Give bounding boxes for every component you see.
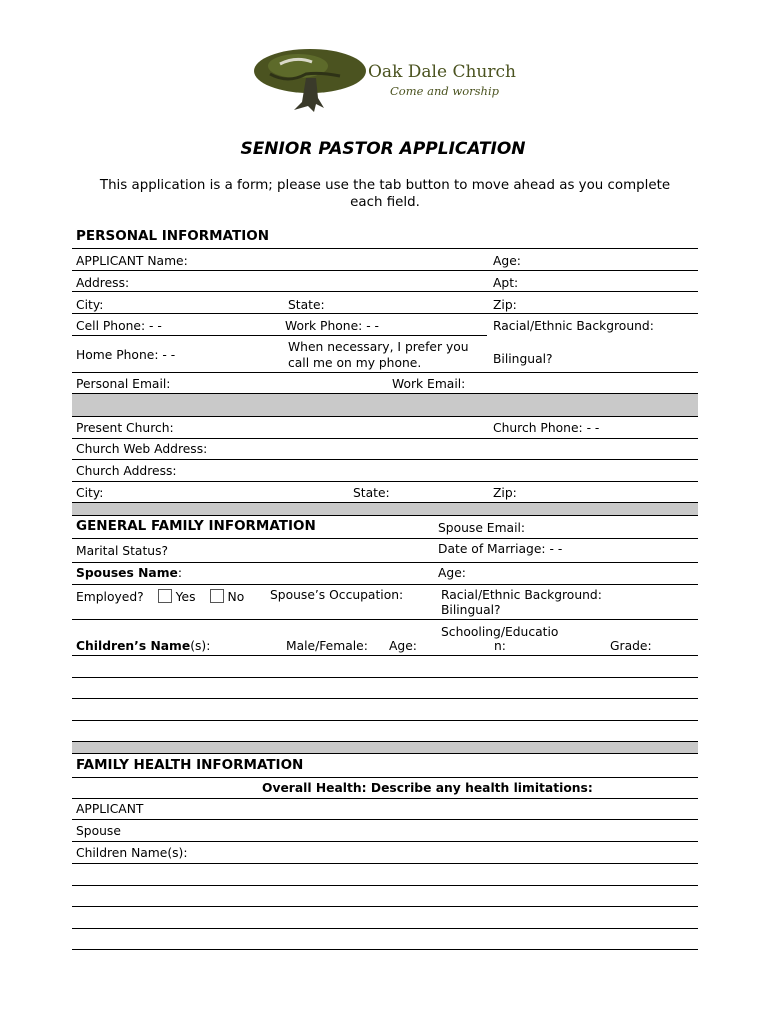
state-label: State:	[288, 298, 325, 312]
work-email-field[interactable]	[472, 375, 692, 393]
section-separator	[72, 394, 698, 416]
intro-line-1: This application is a form; please use the tab button to move ahead as you complete	[99, 178, 671, 193]
church-phone-field[interactable]	[590, 419, 695, 437]
phone-preference-line-2: call me on my phone.	[288, 356, 422, 370]
divider	[72, 841, 698, 842]
bilingual-label: Bilingual?	[493, 352, 553, 366]
zip-field[interactable]	[522, 296, 692, 314]
divider	[72, 481, 698, 482]
children-name-label-suffix: (s):	[190, 639, 211, 653]
spouse-bilingual-label: Bilingual?	[441, 603, 501, 617]
health-section-heading: FAMILY HEALTH INFORMATION	[76, 757, 304, 773]
divider	[72, 753, 698, 754]
present-church-field[interactable]	[180, 419, 485, 437]
divider	[72, 270, 698, 271]
employed-label: Employed?	[76, 590, 144, 604]
health-child-row-1[interactable]	[72, 866, 698, 884]
zip-label: Zip:	[493, 298, 517, 312]
child-row-1[interactable]	[72, 658, 698, 676]
divider	[72, 584, 698, 585]
divider	[72, 538, 698, 539]
employed-no-checkbox[interactable]	[210, 589, 224, 603]
church-zip-field[interactable]	[522, 484, 692, 502]
health-spouse-label: Spouse	[76, 824, 121, 838]
divider	[72, 438, 698, 439]
personal-email-label: Personal Email:	[76, 377, 171, 391]
health-child-row-4[interactable]	[72, 930, 698, 948]
health-children-field[interactable]	[195, 844, 693, 862]
grade-label: Grade:	[610, 639, 652, 653]
applicant-name-field[interactable]	[195, 252, 485, 270]
spouse-age-field[interactable]	[470, 564, 690, 582]
employed-yes-label: Yes	[175, 590, 196, 604]
page-title: SENIOR PASTOR APPLICATION	[240, 139, 526, 159]
divider	[72, 863, 698, 864]
work-email-label: Work Email:	[392, 377, 466, 391]
schooling-label-line-2: n:	[494, 639, 506, 653]
age-field[interactable]	[525, 252, 695, 270]
address-label: Address:	[76, 276, 130, 290]
divider	[72, 619, 698, 620]
work-phone-field[interactable]	[368, 317, 483, 335]
spouses-name-label-bold: Spouses Name	[76, 566, 178, 580]
marital-status-field[interactable]	[175, 542, 430, 560]
employed-no-label: No	[227, 590, 245, 604]
divider	[72, 313, 698, 314]
spouse-age-label: Age:	[438, 566, 466, 580]
church-city-label: City:	[76, 486, 104, 500]
section-separator	[72, 742, 698, 753]
phone-preference-line-1: When necessary, I prefer you	[288, 340, 469, 354]
divider	[72, 720, 698, 721]
divider	[72, 416, 698, 417]
city-label: City:	[76, 298, 104, 312]
schooling-label-line-1: Schooling/Educatio	[441, 625, 559, 639]
health-spouse-field[interactable]	[130, 822, 693, 840]
divider	[72, 885, 698, 886]
church-state-label: State:	[353, 486, 390, 500]
spouses-name-field[interactable]	[190, 564, 430, 582]
church-logo	[250, 44, 516, 114]
health-children-label: Children Name(s):	[76, 846, 188, 860]
divider	[72, 777, 698, 778]
divider	[72, 677, 698, 678]
marital-status-label: Marital Status?	[76, 544, 169, 558]
child-row-3[interactable]	[72, 701, 698, 719]
home-phone-label: Home Phone: - -	[76, 348, 176, 362]
divider	[72, 515, 698, 516]
church-name: Oak Dale Church	[368, 62, 516, 82]
address-field[interactable]	[135, 274, 485, 292]
apt-field[interactable]	[522, 274, 692, 292]
spouse-bilingual-field[interactable]	[505, 601, 690, 619]
spouses-name-label-colon: :	[177, 566, 183, 580]
spouse-email-field[interactable]	[530, 519, 695, 537]
divider	[72, 291, 698, 292]
spouse-racial-label: Racial/Ethnic Background:	[441, 588, 602, 602]
church-city-field[interactable]	[110, 484, 345, 502]
divider	[72, 949, 698, 950]
spouse-occupation-label: Spouse’s Occupation:	[270, 588, 404, 602]
bilingual-field[interactable]	[558, 350, 693, 368]
divider	[72, 798, 698, 799]
employed-row	[76, 589, 244, 603]
racial-label: Racial/Ethnic Background:	[493, 319, 654, 333]
apt-label: Apt:	[493, 276, 519, 290]
health-applicant-field[interactable]	[150, 800, 693, 818]
church-address-field[interactable]	[185, 462, 693, 480]
cell-phone-label: Cell Phone: - -	[76, 319, 162, 333]
personal-section-heading: PERSONAL INFORMATION	[76, 228, 270, 244]
divider	[72, 372, 698, 373]
church-state-field[interactable]	[395, 484, 485, 502]
divider	[72, 562, 698, 563]
oak-tree-icon	[250, 44, 370, 114]
children-name-label-bold: Children’s Name	[76, 639, 191, 653]
health-child-row-3[interactable]	[72, 909, 698, 927]
church-web-address-label: Church Web Address:	[76, 442, 208, 456]
health-child-row-2[interactable]	[72, 888, 698, 906]
work-phone-label: Work Phone: - -	[285, 319, 379, 333]
health-applicant-label: APPLICANT	[76, 802, 144, 816]
age-label: Age:	[493, 254, 521, 268]
divider	[72, 248, 698, 249]
church-web-address-field[interactable]	[215, 440, 693, 458]
male-female-label: Male/Female:	[286, 639, 368, 653]
state-field[interactable]	[330, 296, 485, 314]
personal-email-field[interactable]	[178, 375, 383, 393]
child-row-4[interactable]	[72, 722, 698, 740]
city-field[interactable]	[110, 296, 280, 314]
divider	[72, 459, 698, 460]
divider	[72, 928, 698, 929]
cell-phone-field[interactable]	[150, 317, 275, 335]
divider	[72, 906, 698, 907]
divider	[72, 698, 698, 699]
employed-yes-checkbox[interactable]	[158, 589, 172, 603]
section-separator	[72, 503, 698, 515]
spouse-email-label: Spouse Email:	[438, 521, 526, 535]
church-phone-label: Church Phone: - -	[493, 421, 600, 435]
children-name-label	[76, 640, 210, 652]
present-church-label: Present Church:	[76, 421, 174, 435]
date-of-marriage-label: Date of Marriage: - -	[438, 542, 563, 556]
spouse-occupation-field[interactable]	[408, 586, 436, 604]
divider	[72, 335, 487, 336]
intro-line-2: each field.	[350, 195, 420, 210]
family-section-heading: GENERAL FAMILY INFORMATION	[76, 518, 316, 534]
spouses-name-label	[76, 567, 182, 579]
phone-preference-select[interactable]	[378, 354, 408, 372]
church-tagline: Come and worship	[390, 84, 499, 98]
home-phone-field[interactable]	[160, 346, 280, 364]
divider	[72, 819, 698, 820]
church-address-label: Church Address:	[76, 464, 177, 478]
overall-health-label: Overall Health: Describe any health limitations:	[262, 781, 593, 795]
date-of-marriage-field[interactable]	[550, 540, 690, 558]
divider	[72, 655, 698, 656]
church-zip-label: Zip:	[493, 486, 517, 500]
child-row-2[interactable]	[72, 680, 698, 698]
applicant-name-label: APPLICANT Name:	[76, 254, 188, 268]
child-age-label: Age:	[389, 639, 417, 653]
